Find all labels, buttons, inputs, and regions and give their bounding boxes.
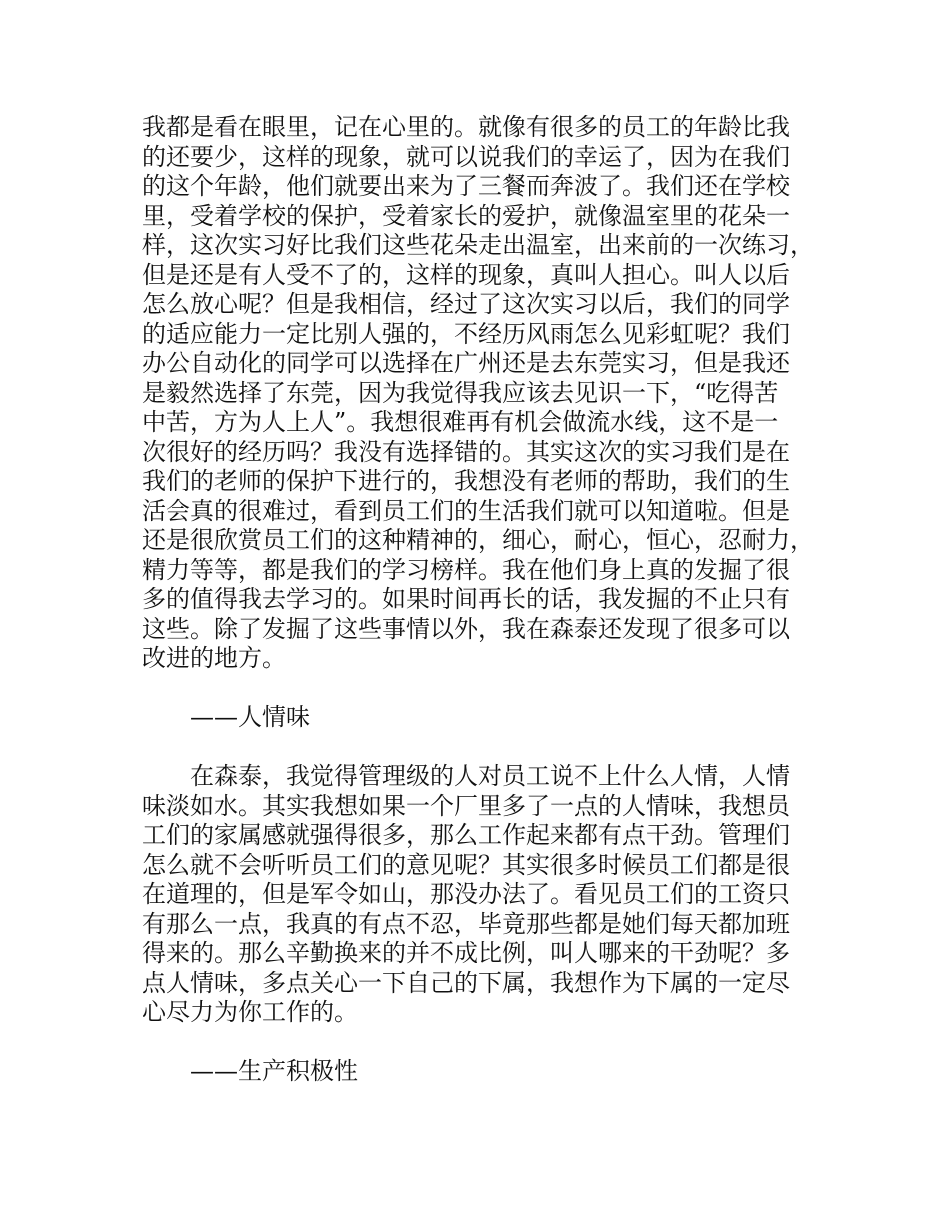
text-line: 是毅然选择了东莞，因为我觉得我应该去见识一下，“吃得苦	[142, 378, 779, 407]
document-page	[142, 113, 826, 1087]
text-line: 多的值得我去学习的。如果时间再长的话，我发掘的不止只有	[142, 585, 790, 613]
text-line: 工们的家属感就强得很多，那么工作起来都有点干劲。管理们	[142, 821, 790, 849]
text-line: 中苦，方为人上人”。我想很难再有机会做流水线，这不是一	[142, 408, 779, 436]
text-line: 在道理的，但是军令如山，那没办法了。看见员工们的工资只	[142, 880, 790, 908]
text-line: 得来的。那么辛勤换来的并不成比例，叫人哪来的干劲呢？多	[142, 939, 790, 967]
text-line: 在森泰，我觉得管理级的人对员工说不上什么人情，人情	[190, 762, 790, 790]
blank-line	[142, 674, 826, 704]
text-line: 但是还是有人受不了的，这样的现象，真叫人担心。叫人以后	[142, 260, 790, 289]
text-line: 有那么一点，我真的有点不忍，毕竟那些都是她们每天都加班	[142, 909, 790, 938]
text-line: 怎么就不会听听员工们的意见呢？其实很多时候员工们都是很	[142, 850, 790, 879]
text-line: 里，受着学校的保护，受着家长的爱护，就像温室里的花朵一	[142, 201, 790, 230]
text-line: 样，这次实习好比我们这些花朵走出温室，出来前的一次练习，	[142, 231, 814, 259]
text-line: 次很好的经历吗？我没有选择错的。其实这次的实习我们是在	[142, 437, 790, 466]
blank-line	[142, 733, 826, 763]
text-line: 味淡如水。其实我想如果一个厂里多了一点的人情味，我想员	[142, 791, 790, 820]
text-line: 心尽力为你工作的。	[142, 998, 358, 1026]
text-line: 的还要少，这样的现象，就可以说我们的幸运了，因为在我们	[142, 142, 790, 171]
text-line: 精力等等，都是我们的学习榜样。我在他们身上真的发掘了很	[142, 555, 790, 584]
text-line: 活会真的很难过，看到员工们的生活我们就可以知道啦。但是	[142, 496, 790, 525]
text-line: 的适应能力一定比别人强的，不经历风雨怎么见彩虹呢？我们	[142, 319, 790, 348]
text-line: 还是很欣赏员工们的这种精神的，细心，耐心，恒心，忍耐力，	[142, 526, 814, 554]
text-line: 这些。除了发掘了这些事情以外，我在森泰还发现了很多可以	[142, 614, 790, 643]
text-line: 点人情味，多点关心一下自己的下属，我想作为下属的一定尽	[142, 968, 790, 997]
text-line: 办公自动化的同学可以选择在广州还是去东莞实习，但是我还	[142, 349, 790, 377]
text-line: 的这个年龄，他们就要出来为了三餐而奔波了。我们还在学校	[142, 172, 790, 200]
text-line: 我们的老师的保护下进行的，我想没有老师的帮助，我们的生	[142, 467, 790, 495]
paragraph-human-touch	[142, 762, 826, 1028]
text-line: 改进的地方。	[142, 644, 286, 672]
blank-line	[142, 1028, 826, 1058]
paragraph-internship-reflection	[142, 113, 826, 674]
text-line: 我都是看在眼里，记在心里的。就像有很多的员工的年龄比我	[142, 113, 790, 141]
text-line: 怎么放心呢？但是我相信，经过了这次实习以后，我们的同学	[142, 290, 790, 318]
section-heading-human-touch: ——人情味	[190, 703, 310, 731]
section-heading-production-enthusiasm: ——生产积极性	[190, 1057, 358, 1085]
